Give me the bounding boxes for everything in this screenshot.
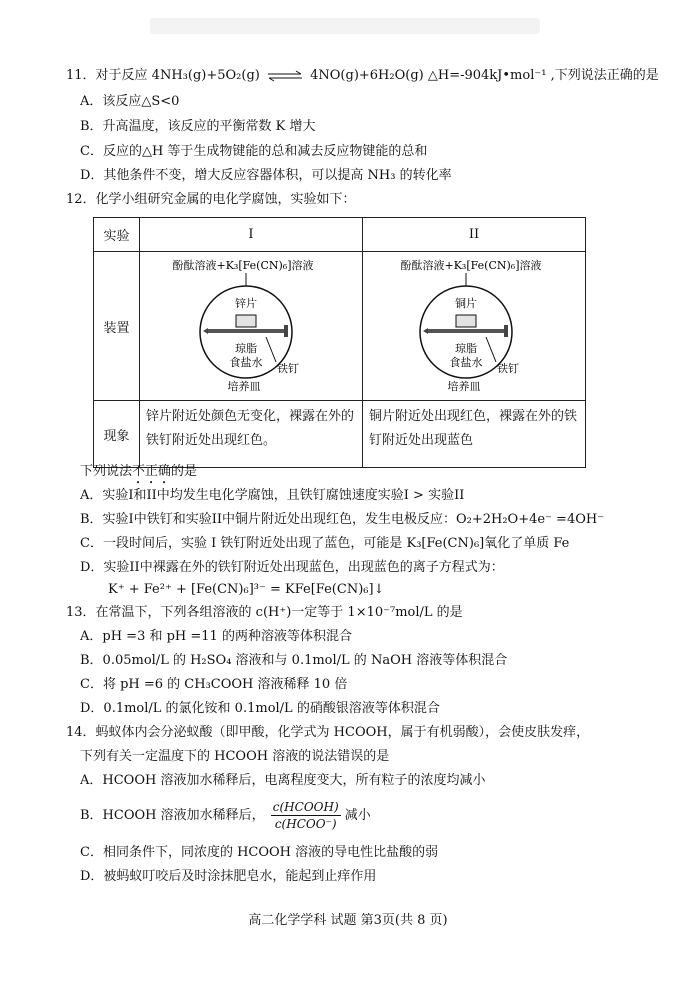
nail-head-2 [504,325,508,337]
page-footer: 高二化学学科 试题 第3页(共 8 页) [248,913,448,928]
q12-option-a: A．实验I和II中均发生电化学腐蚀，且铁钉腐蚀速度实验I > 实验II [80,488,465,503]
q13-option-c: C．将 pH =6 的 CH₃COOH 溶液稀释 10 倍 [80,677,348,692]
q14-option-a: A．HCOOH 溶液加水稀释后，电离程度变大，所有粒子的浓度均减小 [80,773,486,788]
reagent-label-2: 酚酞溶液+K₃[Fe(CN)₆]溶液 [400,259,542,272]
nail-pointer-2 [486,337,496,362]
q13-stem: 13．在常温下，下列各组溶液的 c(H⁺)一定等于 1×10⁻⁷mol/L 的是 [66,605,463,620]
q12-question [80,463,197,487]
metal-label-2: 铜片 [455,297,477,310]
q11-option-d: D．其他条件不变，增大反应容器体积，可以提高 NH₃ 的转化率 [80,168,452,183]
header-smudge [150,18,540,34]
apparatus-diagram-2 [363,252,585,400]
dish-label-1: 培养皿 [227,380,261,393]
reversible-arrow-icon [267,70,303,82]
q12-question-post: 的是 [171,464,198,479]
nail-tip-1 [203,328,208,334]
q12-option-c: C．一段时间后，实验 I 铁钉附近处出现了蓝色，可能是 K₃[Fe(CN)₆]氧化了单质 Fe [80,536,570,551]
q14-stem-line2: 下列有关一定温度下的 HCOOH 溶液的说法错误的是 [80,749,390,764]
zinc-plate [236,315,256,327]
q11-stem-right: 4NO(g)+6H₂O(g) △H=-904kJ•mol⁻¹ ,下列说法正确的是 [310,68,659,83]
q13-option-b: B．0.05mol/L 的 H₂SO₄ 溶液和与 0.1mol/L 的 NaOH 溶液等体积混合 [80,653,508,668]
q12-question-pre: 下列说法 [80,464,133,479]
concentration-ratio [271,799,341,832]
nail-shaft-1 [208,329,284,333]
metal-label-1: 锌片 [235,297,257,310]
q13-option-a: A．pH =3 和 pH =11 的两种溶液等体积混合 [80,629,352,644]
q14-stem-line1: 14．蚂蚁体内会分泌蚁酸（即甲酸，化学式为 HCOOH，属于有机弱酸），会使皮肤发痒， [66,725,590,740]
apparatus-diagram-1 [140,252,362,400]
row-label-experiment: 实验 [94,218,140,252]
phenomenon-1: 锌片附近处颜色无变化，裸露在外的铁钉附近处出现红色。 [140,401,363,468]
q11-option-b: B．升高温度，该反应的平衡常数 K 增大 [80,119,316,134]
apparatus-1 [140,252,363,401]
ratio-denominator: c(HCOO⁻) [274,817,337,831]
medium1-label-1: 琼脂 [235,342,257,355]
row-label-phenomenon: 现象 [94,401,140,468]
q14-option-b-post: 减小 [344,808,371,823]
copper-plate [456,315,476,327]
q12-stem: 12．化学小组研究金属的电化学腐蚀，实验如下： [66,192,356,207]
nail-label-1: 铁钉 [277,362,299,375]
ratio-numerator: c(HCOOH) [272,800,339,814]
reagent-label-1: 酚酞溶液+K₃[Fe(CN)₆]溶液 [172,259,314,272]
q14-option-b [80,796,371,836]
col-header-1: I [140,218,363,252]
q12-option-d: D．实验II中裸露在外的铁钉附近处出现蓝色，出现蓝色的离子方程式为： [80,560,504,575]
medium2-label-2: 食盐水 [449,356,483,369]
q12-option-b: B．实验I中铁钉和实验II中铜片附近处出现红色，发生电极反应：O₂+2H₂O+4e⁻ =4OH⁻ [80,512,605,527]
dish-label-2: 培养皿 [447,380,481,393]
q13-option-d: D．0.1mol/L 的氯化铵和 0.1mol/L 的硝酸银溶液等体积混合 [80,701,440,716]
q14-option-d: D．被蚂蚁叮咬后及时涂抹肥皂水，能起到止痒作用 [80,869,377,884]
q11-stem-left: 11．对于反应 4NH₃(g)+5O₂(g) [66,68,260,83]
medium1-label-2: 琼脂 [455,342,477,355]
apparatus-2 [363,252,586,401]
q11-option-a: A．该反应△S<0 [80,94,180,109]
phenomenon-2: 铜片附近处出现红色，裸露在外的铁钉附近处出现蓝色 [363,401,586,468]
q11-stem [66,67,659,85]
nail-tip-2 [423,328,428,334]
nail-label-2: 铁钉 [497,362,519,375]
medium2-label-1: 食盐水 [229,356,263,369]
q14-option-b-pre: B．HCOOH 溶液加水稀释后， [80,808,265,823]
col-header-2: II [363,218,586,252]
q12-ionic-equation: K⁺ + Fe²⁺ + [Fe(CN)₆]³⁻ = KFe[Fe(CN)₆]↓ [108,582,385,597]
row-label-apparatus: 装置 [94,252,140,401]
q12-question-emphasis: 不正确 [132,464,172,479]
q14-option-c: C．相同条件下，同浓度的 HCOOH 溶液的导电性比盐酸的弱 [80,845,439,860]
nail-pointer-1 [266,337,276,362]
q11-option-c: C．反应的△H 等于生成物键能的总和减去反应物键能的总和 [80,144,428,159]
nail-shaft-2 [428,329,504,333]
experiment-table [93,217,586,468]
nail-head-1 [284,325,288,337]
